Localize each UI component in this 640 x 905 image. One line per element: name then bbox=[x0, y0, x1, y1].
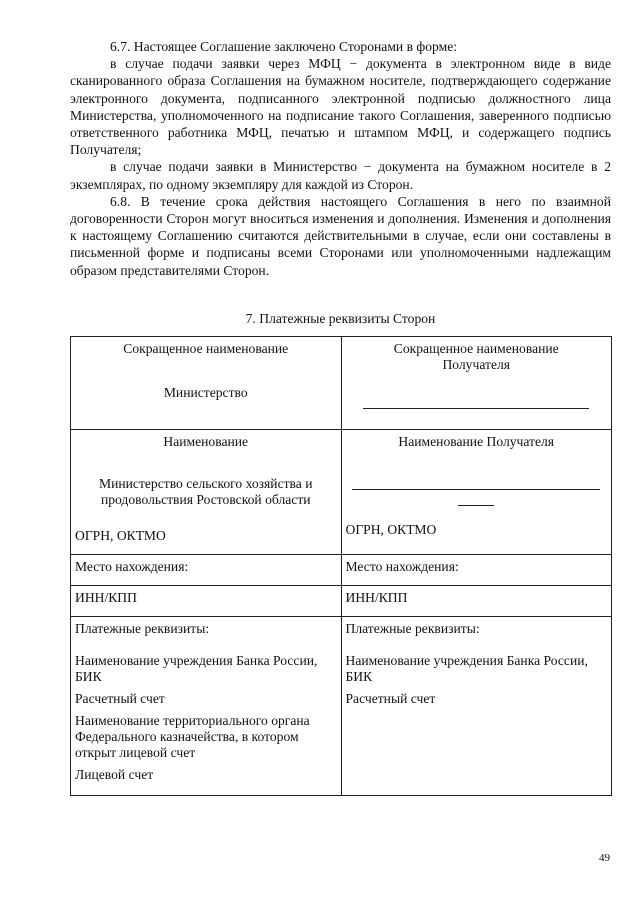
right-location-label: Место нахождения: bbox=[345, 559, 459, 574]
left-name-value: Министерство сельского хозяйства и продовольствия Ростовской области bbox=[99, 476, 313, 507]
left-name-header: Наименование bbox=[163, 434, 249, 449]
right-account-label: Расчетный счет bbox=[345, 691, 436, 706]
right-ogrn-label: ОГРН, ОКТМО bbox=[345, 522, 437, 537]
table-row-inn bbox=[71, 586, 612, 617]
left-personal-account-label: Лицевой счет bbox=[75, 767, 154, 782]
payment-details-table bbox=[70, 336, 612, 796]
left-ogrn-label: ОГРН, ОКТМО bbox=[75, 528, 166, 543]
right-name-header: Наименование Получателя bbox=[398, 434, 555, 449]
paragraph-ministry-form: в случае подачи заявки в Министерство − документа на бумажном носителе в 2 экземплярах, по одному экземпляру для каждой из Сторон. bbox=[70, 159, 611, 192]
left-location-label: Место нахождения: bbox=[75, 559, 189, 574]
paragraph-6-8: 6.8. В течение срока действия настоящего Соглашения в него по взаимной договоренности Сторон могут вноситься изменения и дополнения. Изменения и дополнения к настоящему Соглашению считаются действительными в случае, если они составлены в письменной форме и подписаны всеми Сторонами или уполномоченными надлежащим образом представителями Сторон. bbox=[70, 193, 611, 278]
left-bank-label: Наименование учреждения Банка России, БИК bbox=[75, 653, 318, 684]
paragraph-6-7: 6.7. Настоящее Соглашение заключено Сторонами в форме: bbox=[110, 39, 458, 54]
table-row-name bbox=[71, 430, 612, 555]
cell-right-location bbox=[341, 555, 612, 586]
cell-right-name bbox=[341, 430, 612, 555]
cell-right-inn bbox=[341, 586, 612, 617]
right-short-name-header: Сокращенное наименование Получателя bbox=[393, 341, 559, 372]
page-number: 49 bbox=[599, 852, 610, 864]
left-short-name-header: Сокращенное наименование bbox=[123, 341, 289, 356]
table-row-location bbox=[71, 555, 612, 586]
paragraph-mfc-form: в случае подачи заявки через МФЦ − документа в электронном виде в виде сканированного образа Соглашения на бумажном носителе, подтверждающего содержание электронного документа, подписанного электронной подписью должностного лица Министерства, уполномоченного на подписание такого Соглашения, заверенного подписью ответственного работника МФЦ, печатью и штампом МФЦ, и содержащего подпись Получателя; bbox=[70, 56, 611, 158]
right-inn-label: ИНН/КПП bbox=[345, 590, 408, 605]
cell-left-name bbox=[71, 430, 342, 555]
table-row-payment bbox=[71, 617, 612, 796]
left-inn-label: ИНН/КПП bbox=[75, 590, 137, 605]
left-account-label: Расчетный счет bbox=[75, 691, 165, 706]
cell-left-location bbox=[71, 555, 342, 586]
table-row-short-name bbox=[71, 337, 612, 430]
signature-line bbox=[363, 407, 589, 409]
cell-left-short-name bbox=[71, 337, 342, 430]
left-treasury-label: Наименование территориального органа Федерального казначейства, в котором открыт лицевой счет bbox=[75, 713, 310, 760]
agreement-text bbox=[70, 38, 611, 279]
left-short-name-value: Министерство bbox=[163, 385, 248, 400]
left-payment-title: Платежные реквизиты: bbox=[75, 621, 210, 636]
right-bank-label: Наименование учреждения Банка России, БИК bbox=[345, 653, 588, 684]
section-title: 7. Платежные реквизиты Сторон bbox=[245, 311, 436, 326]
cell-left-inn bbox=[71, 586, 342, 617]
right-payment-title: Платежные реквизиты: bbox=[345, 621, 480, 636]
cell-left-payment bbox=[71, 617, 342, 796]
cell-right-payment bbox=[341, 617, 612, 796]
cell-right-short-name bbox=[341, 337, 612, 430]
